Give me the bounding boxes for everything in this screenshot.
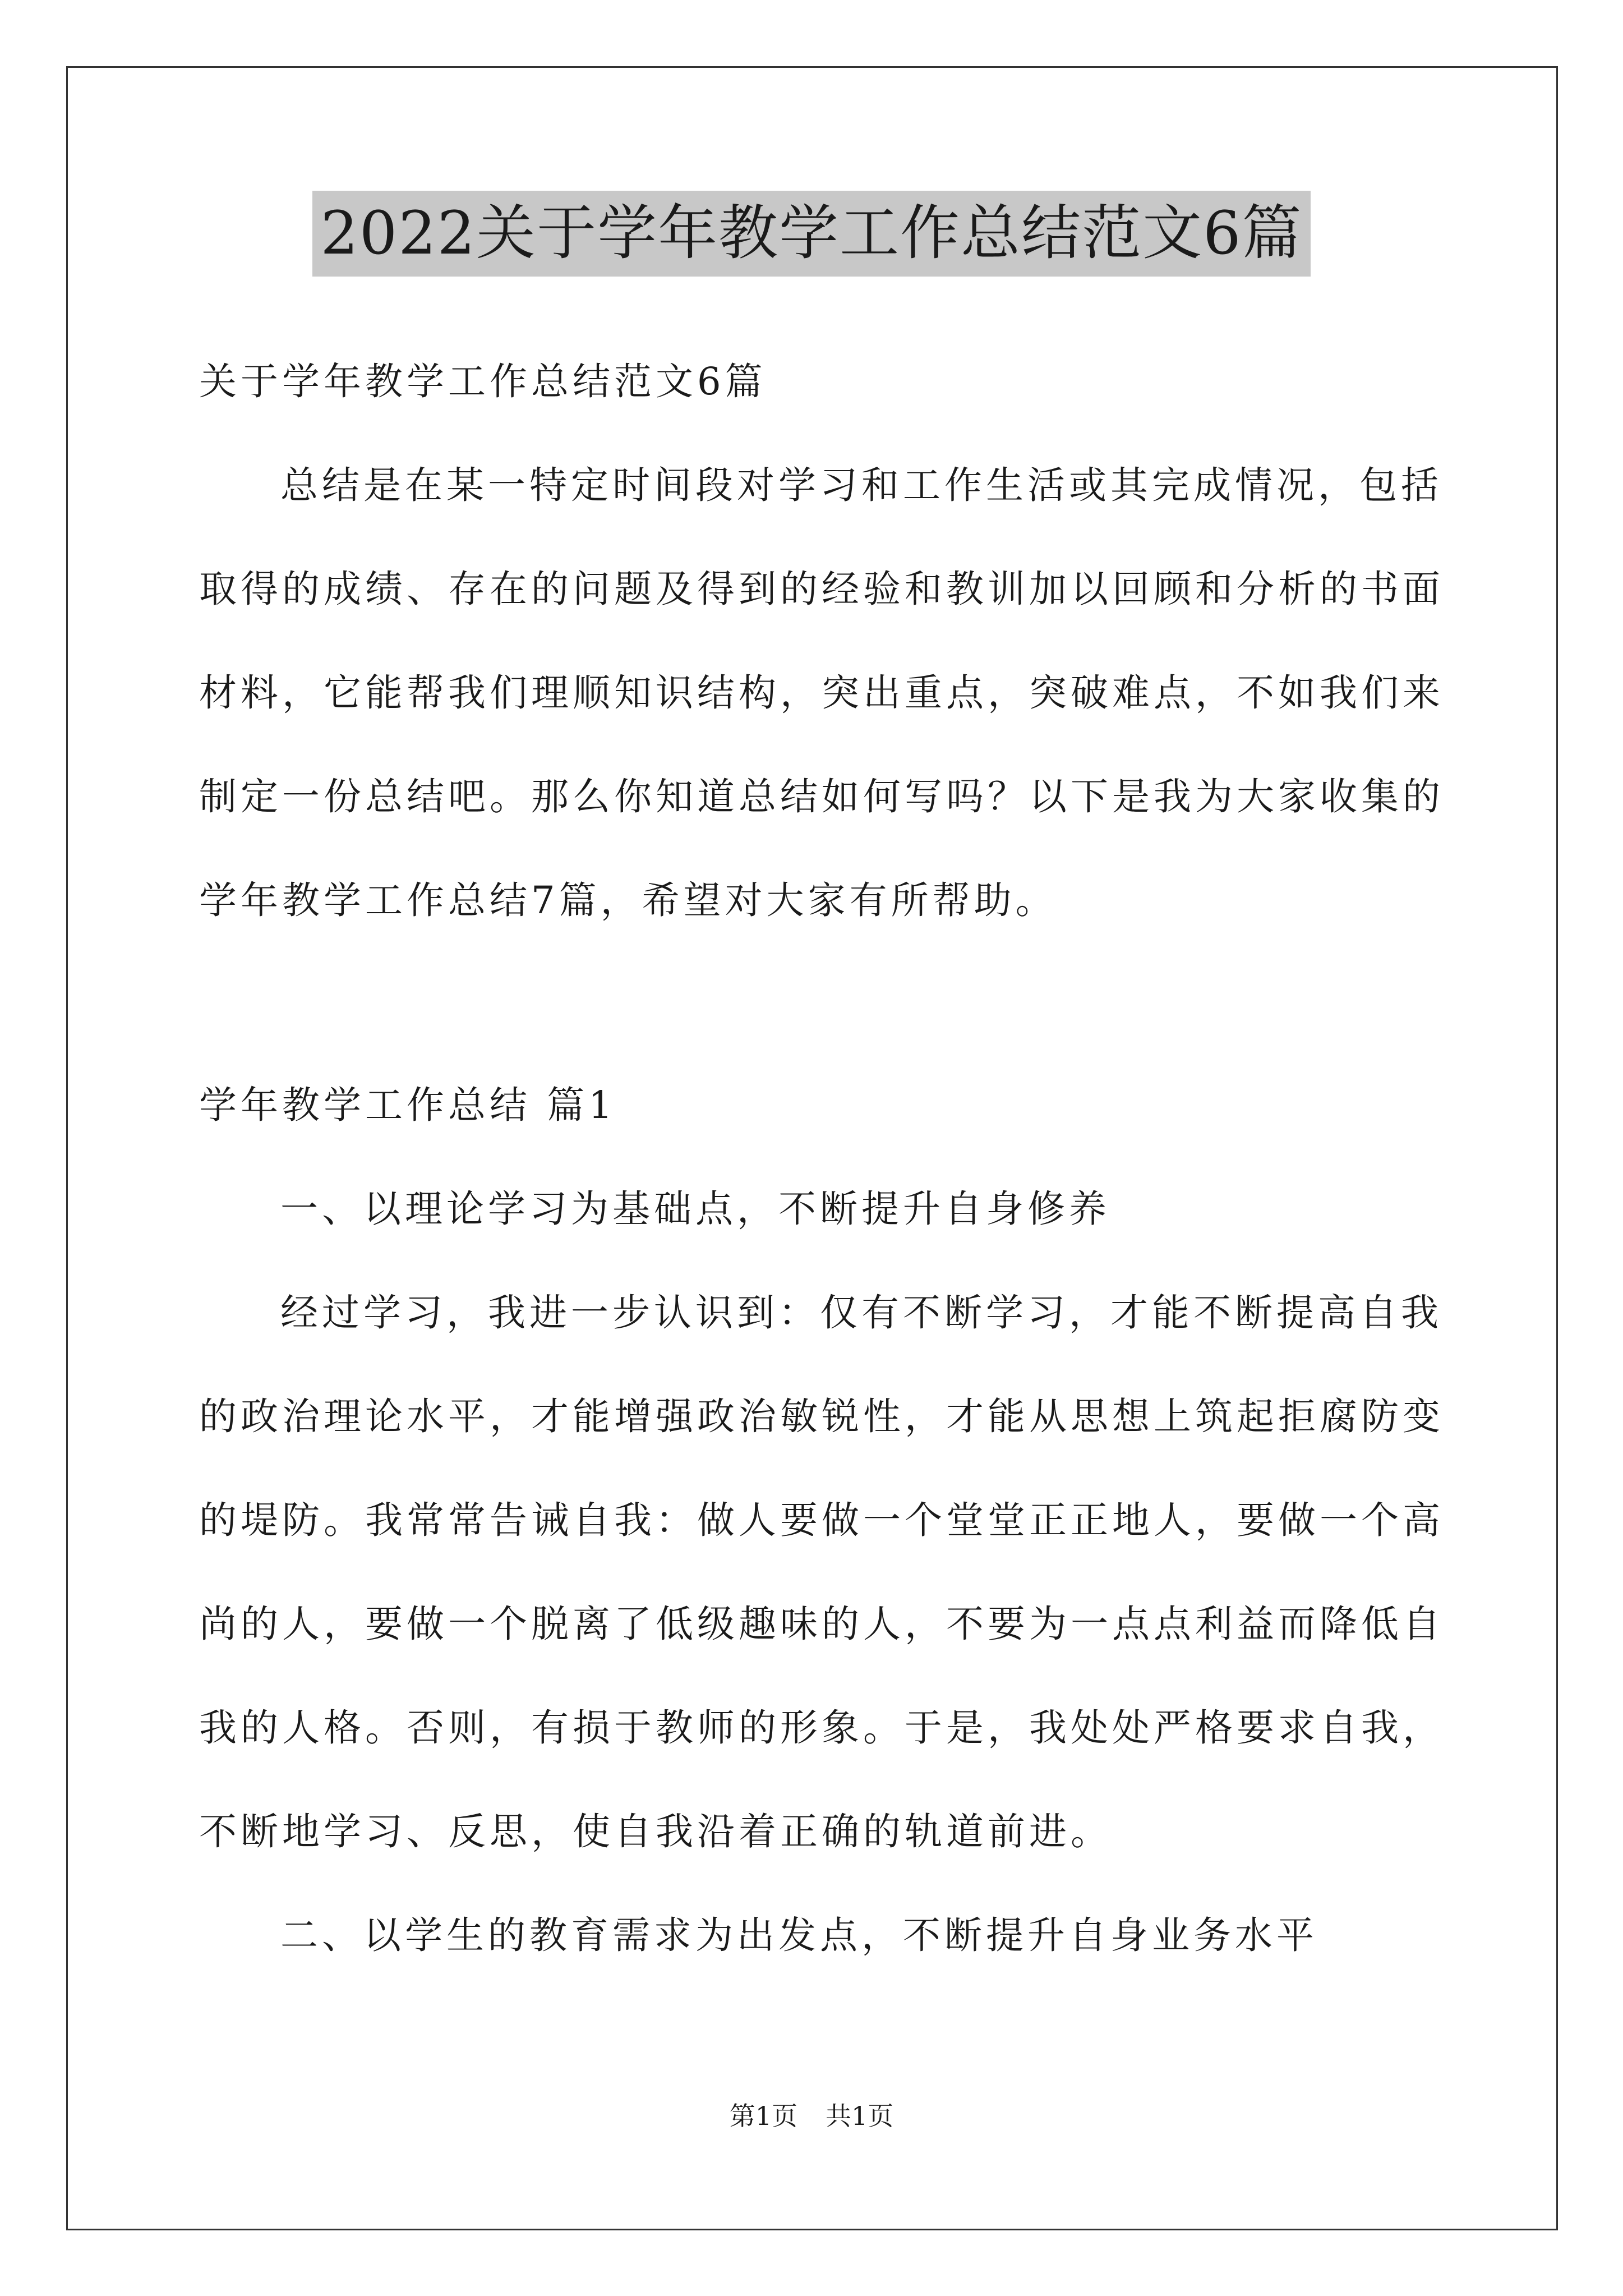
- paragraph-line: 的堤防。我常常告诫自我：做人要做一个堂堂正正地人，要做一个高: [199, 1498, 1444, 1542]
- point-heading: 二、以学生的教育需求为出发点，不断提升自身业务水平: [280, 1913, 1318, 1957]
- page-number: 第1页: [729, 2101, 797, 2131]
- point-heading: 一、以理论学习为基础点，不断提升自身修养: [280, 1187, 1110, 1231]
- paragraph-line: 我的人格。否则，有损于教师的形象。于是，我处处严格要求自我，: [199, 1706, 1444, 1750]
- intro-line: 材料，它能帮我们理顺知识结构，突出重点，突破难点，不如我们来: [199, 671, 1444, 715]
- intro-line: 总结是在某一特定时间段对学习和工作生活或其完成情况，包括: [280, 463, 1442, 507]
- page-footer: [0, 2101, 1623, 2132]
- title-container: [0, 191, 1623, 277]
- intro-line: 取得的成绩、存在的问题及得到的经验和教训加以回顾和分析的书面: [199, 567, 1444, 611]
- paragraph-line: 尚的人，要做一个脱离了低级趣味的人，不要为一点点利益而降低自: [199, 1602, 1444, 1646]
- document-title: 2022关于学年教学工作总结范文6篇: [312, 191, 1310, 277]
- paragraph-line: 的政治理论水平，才能增强政治敏锐性，才能从思想上筑起拒腐防变: [199, 1395, 1444, 1438]
- paragraph-line: 经过学习，我进一步认识到：仅有不断学习，才能不断提高自我: [280, 1291, 1442, 1335]
- page-total: 共1页: [826, 2101, 894, 2131]
- paragraph-line: 不断地学习、反思，使自我沿着正确的轨道前进。: [199, 1810, 1112, 1853]
- section-heading: 学年教学工作总结 篇1: [199, 1083, 616, 1127]
- document-subtitle: 关于学年教学工作总结范文6篇: [199, 360, 767, 403]
- intro-line: 学年教学工作总结7篇，希望对大家有所帮助。: [199, 878, 1057, 922]
- intro-line: 制定一份总结吧。那么你知道总结如何写吗？以下是我为大家收集的: [199, 775, 1444, 818]
